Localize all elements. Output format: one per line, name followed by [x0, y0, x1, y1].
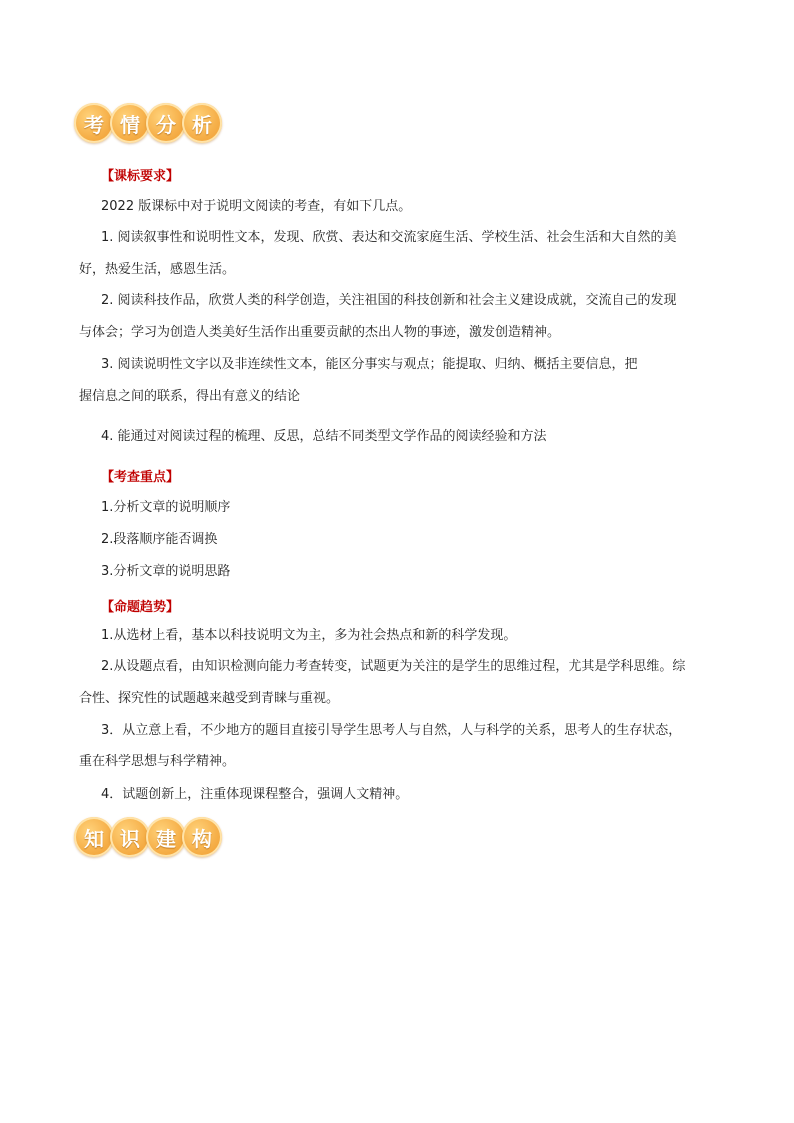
heading-badge: 建	[146, 817, 186, 857]
paragraph-line: 2.从设题点看，由知识检测向能力考查转变，试题更为关注的是学生的思维过程，尤其是学科思维。综	[101, 659, 686, 674]
paragraph-line: 1.从选材上看，基本以科技说明文为主，多为社会热点和新的科学发现。	[101, 628, 517, 643]
paragraph-line: 3．从立意上看，不少地方的题目直接引导学生思考人与自然，人与科学的关系，思考人的生存状态，	[101, 723, 682, 738]
paragraph-line: 1. 阅读叙事性和说明性文本，发现、欣赏、表达和交流家庭生活、学校生活、社会生活和大自然的美	[101, 230, 677, 245]
section-title-zhongdian: 【考查重点】	[101, 470, 180, 485]
heading-badge: 分	[146, 103, 186, 143]
heading-badge: 识	[110, 817, 150, 857]
paragraph-line: 2. 阅读科技作品，欣赏人类的科学创造，关注祖国的科技创新和社会主义建设成就，交流自己的发现	[101, 293, 677, 308]
paragraph-line: 重在科学思想与科学精神。	[79, 754, 236, 769]
paragraph-line: 4. 能通过对阅读过程的梳理、反思，总结不同类型文学作品的阅读经验和方法	[101, 429, 547, 444]
paragraph-line: 握信息之间的联系，得出有意义的结论	[79, 389, 301, 404]
heading-badge: 情	[110, 103, 150, 143]
paragraph-line: 与体会；学习为创造人类美好生活作出重要贡献的杰出人物的事迹，激发创造精神。	[79, 325, 561, 340]
heading-kaoqing-fenxi	[74, 101, 218, 145]
paragraph-line: 合性、探究性的试题越来越受到青睐与重视。	[79, 691, 340, 706]
paragraph-line: 4．试题创新上，注重体现课程整合，强调人文精神。	[101, 787, 409, 802]
heading-badge: 析	[182, 103, 222, 143]
list-item: 2.段落顺序能否调换	[101, 532, 218, 547]
list-item: 1.分析文章的说明顺序	[101, 500, 231, 515]
section-title-qushi: 【命题趋势】	[101, 600, 180, 615]
heading-badge: 考	[74, 103, 114, 143]
list-item: 3.分析文章的说明思路	[101, 564, 231, 579]
paragraph-intro: 2022 版课标中对于说明文阅读的考查，有如下几点。	[101, 199, 412, 214]
heading-badge: 知	[74, 817, 114, 857]
paragraph-line: 3. 阅读说明性文字以及非连续性文本，能区分事实与观点；能提取、归纳、概括主要信息，把	[101, 357, 638, 372]
section-title-kebiao: 【课标要求】	[101, 169, 180, 184]
heading-zhishi-jiangou	[74, 815, 218, 859]
heading-badge: 构	[182, 817, 222, 857]
paragraph-line: 好，热爱生活，感恩生活。	[79, 262, 236, 277]
